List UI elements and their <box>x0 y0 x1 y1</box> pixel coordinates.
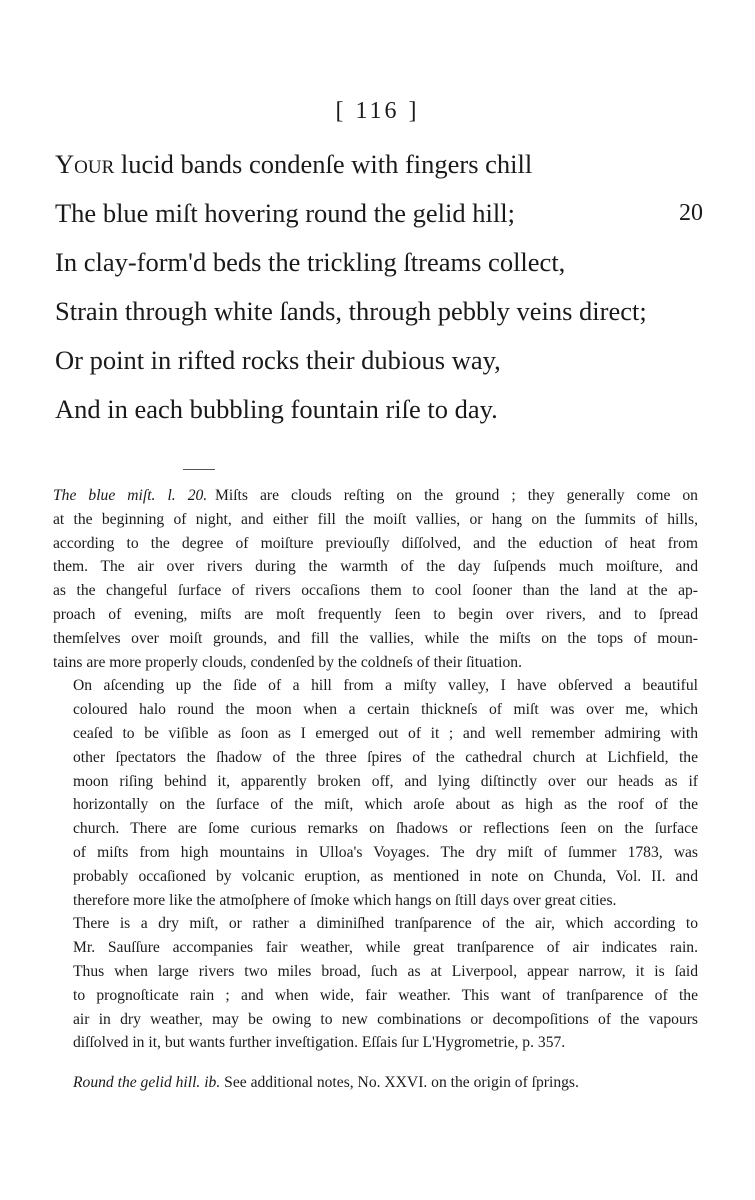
note-line <box>53 984 698 1008</box>
note-line-text: coloured halo round the moon when a certain thickneſs of miſt was over me, which <box>73 701 698 719</box>
line-number: 20 <box>679 200 703 226</box>
note-line-text: to prognoſticate rain ; and when wide, fair weather. This want of tranſparence of the <box>73 986 698 1004</box>
note-line <box>53 817 698 841</box>
note-line <box>53 770 698 794</box>
note-line <box>53 746 698 770</box>
note-line <box>53 484 698 508</box>
note-line-text: at the beginning of night, and either fill the moiſt vallies, or hang on the ſummits of hills, <box>53 510 698 528</box>
note-line <box>53 889 698 913</box>
note-line <box>53 912 698 936</box>
note-line-text: tains are more properly clouds, condenſed by the coldneſs of their ſituation. <box>53 653 522 671</box>
note-line <box>53 960 698 984</box>
note-line-text: other ſpectators the ſhadow of the three ſpires of the cathedral church at Lichfield, the <box>73 748 698 766</box>
poem-line <box>55 385 715 434</box>
note-line-text: Miſts are clouds reſting on the ground ; they generally come on <box>215 487 698 504</box>
note-line <box>53 722 698 746</box>
note-reference: The blue miſt. l. 20. <box>53 487 208 504</box>
poem-line <box>55 140 715 189</box>
note-line <box>53 841 698 865</box>
note-line <box>53 627 698 651</box>
note-line <box>53 579 698 603</box>
note-paragraph-1 <box>53 484 698 674</box>
note-line-text: diſſolved in it, but wants further inveſtigation. Eſſais ſur L'Hygrometrie, p. 357. <box>73 1034 566 1052</box>
note-line-text: Thus when large rivers two miles broad, ſuch as at Liverpool, appear narrow, it is ſaid <box>73 962 698 980</box>
note-paragraph-2 <box>53 674 698 912</box>
note-line <box>53 936 698 960</box>
note-paragraph-3 <box>53 912 698 1055</box>
poem-line <box>55 287 715 336</box>
note-line-text: therefore more like the atmoſphere of ſmoke which hangs on ſtill days over great cities. <box>73 891 617 909</box>
note-line <box>53 555 698 579</box>
poem-line-text: The blue miſt hovering round the gelid hill; <box>55 198 515 228</box>
page-number: [ 116 ] <box>335 98 420 124</box>
poem-first-word: Your <box>55 149 115 179</box>
note-line-text: according to the degree of moiſture previouſly diſſolved, and the eduction of heat from <box>53 534 698 552</box>
note-line-text: probably occaſioned by volcanic eruption, as mentioned in note on Chunda, Vol. II. and <box>73 867 698 885</box>
poem-line <box>55 336 715 385</box>
note-line-text: of miſts from high mountains in Ulloa's Voyages. The dry miſt of ſummer 1783, was <box>73 843 698 861</box>
poem-line <box>55 238 715 287</box>
note-line-text: moon riſing behind it, apparently broken off, and lying diſtinctly over our heads as if <box>73 772 698 790</box>
note-line-text: Mr. Sauſſure accompanies fair weather, while great tranſparence of air indicates rain. <box>73 939 698 957</box>
note-line <box>53 698 698 722</box>
note-line-text: ceaſed to be viſible as ſoon as I emerged out of it ; and well remember admiring with <box>73 724 698 742</box>
footnotes <box>53 484 698 1095</box>
note-line <box>53 651 698 675</box>
note-line-text: them. The air over rivers during the warmth of the day ſuſpends much moiſture, and <box>53 558 698 576</box>
poem-line <box>55 189 715 238</box>
note-line-text: proach of evening, miſts are moſt frequently ſeen to begin over rivers, and to ſpread <box>53 605 698 623</box>
note-line <box>53 865 698 889</box>
note-line <box>53 603 698 627</box>
note-paragraph-4 <box>53 1071 698 1095</box>
poem-line-text: Or point in rifted rocks their dubious way, <box>55 345 501 375</box>
note-line <box>53 508 698 532</box>
note-line-text: air in dry weather, may be owing to new combinations or decompoſitions of the vapours <box>73 1010 698 1028</box>
note-line-text: horizontally on the ſurface of the miſt, which aroſe about as high as the roof of the <box>73 796 698 814</box>
note-line-text: as the changeful ſurface of rivers occaſions them to cool ſooner than the land at the ap- <box>53 582 698 600</box>
note-line-text: On aſcending up the ſide of a hill from a miſty valley, I have obſerved a beautiful <box>73 677 698 695</box>
note-line-text: themſelves over moiſt grounds, and fill the vallies, while the miſts on the tops of moun- <box>53 629 698 647</box>
note-line <box>53 1031 698 1055</box>
section-divider <box>183 469 215 470</box>
note-text: See additional notes, No. XXVI. on the origin of ſprings. <box>224 1074 579 1092</box>
note-line <box>53 532 698 556</box>
note-line-text: church. There are ſome curious remarks on ſhadows or reflections ſeen on the ſurface <box>73 820 698 838</box>
poem-line-text: lucid bands condenſe with fingers chill <box>114 149 533 179</box>
poem-line-text: In clay-form'd beds the trickling ſtreams collect, <box>55 247 566 277</box>
poem <box>55 140 715 434</box>
poem-line-text: Strain through white ſands, through pebbly veins direct; <box>55 296 647 326</box>
poem-line-text: And in each bubbling fountain riſe to day. <box>55 394 498 424</box>
note-line <box>53 674 698 698</box>
note-line-text: There is a dry miſt, or rather a diminiſhed tranſparence of the air, which according to <box>73 915 698 933</box>
note-reference: Round the gelid hill. ib. <box>73 1074 221 1092</box>
note-line <box>53 793 698 817</box>
note-line <box>53 1008 698 1032</box>
